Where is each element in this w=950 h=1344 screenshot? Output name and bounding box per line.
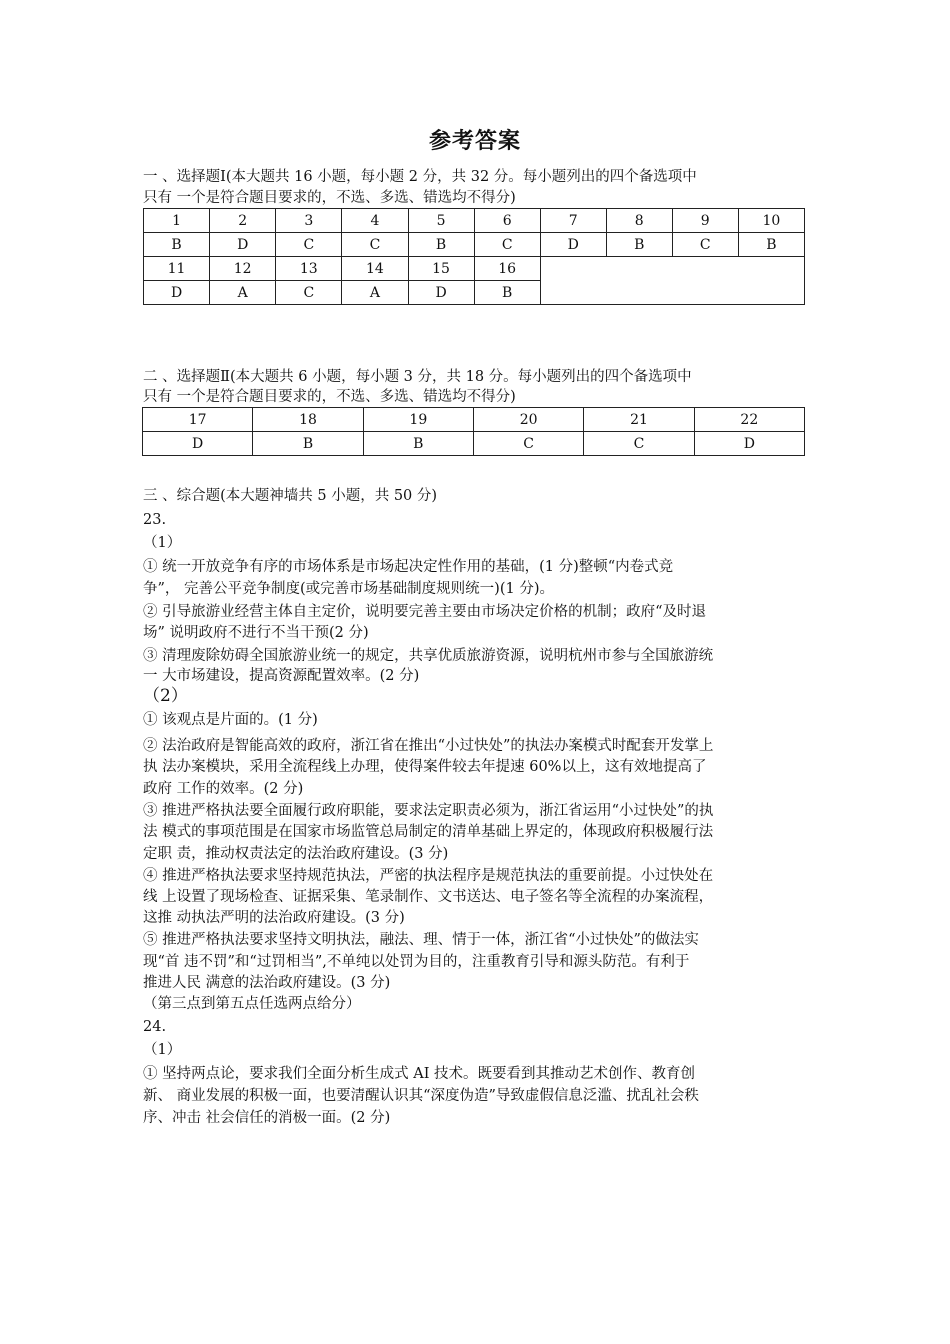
question-number-24: 24. (143, 1019, 167, 1035)
question-number: 10 (738, 209, 804, 233)
answer-cell: B (474, 281, 540, 305)
answer-cell: C (473, 432, 583, 456)
empty-cell (540, 257, 804, 305)
answer-line: ⑤ 推进严格执法要求坚持文明执法，融法、理、情于一体，浙江省“小过快处”的做法实 (143, 932, 699, 948)
answer-cell: B (253, 432, 363, 456)
table-row (144, 209, 805, 233)
answer-cell: D (210, 233, 276, 257)
answer-line: ② 引导旅游业经营主体自主定价，说明要完善主要由市场决定价格的机制；政府“及时退 (143, 604, 707, 620)
answer-cell: C (276, 281, 342, 305)
grading-note: （第三点到第五点任选两点给分） (143, 996, 361, 1012)
answer-cell: B (606, 233, 672, 257)
answer-line: 推进人民 满意的法治政府建设。(3 分) (143, 975, 391, 991)
answer-line: ② 法治政府是智能高效的政府，浙江省在推出“小过快处”的执法办案模式时配套开发掌上 (143, 738, 714, 754)
question-number: 16 (474, 257, 540, 281)
answer-line: 现“首 违不罚”和“过罚相当”,不单纯以处罚为目的，注重教育引导和源头防范。有利于 (143, 954, 690, 970)
answer-cell: D (408, 281, 474, 305)
question-number: 9 (672, 209, 738, 233)
section1-heading-line1: 一 、选择题Ⅰ(本大题共 16 小题，每小题 2 分，共 32 分。每小题列出的四个备选项中 (143, 169, 697, 185)
question-number: 4 (342, 209, 408, 233)
section3-heading: 三 、综合题(本大题神墙共 5 小题，共 50 分) (143, 488, 438, 504)
subquestion-label: （2） (143, 686, 188, 706)
answer-cell: D (144, 281, 210, 305)
answer-line: ④ 推进严格执法要求坚持规范执法，严密的执法程序是规范执法的重要前提。小过快处在 (143, 868, 714, 884)
answer-cell: B (738, 233, 804, 257)
answer-line: 政府 工作的效率。(2 分) (143, 781, 304, 797)
answer-cell: A (342, 281, 408, 305)
answer-line: ① 统一开放竞争有序的市场体系是市场起决定性作用的基础，(1 分)整顿“内卷式竞 (143, 559, 674, 575)
section1-answer-table (143, 208, 805, 305)
question-number: 1 (144, 209, 210, 233)
question-number: 22 (694, 408, 804, 432)
answer-cell: C (276, 233, 342, 257)
question-number-23: 23. (143, 512, 167, 528)
answer-cell: B (144, 233, 210, 257)
answer-line: ③ 推进严格执法要全面履行政府职能，要求法定职责必须为，浙江省运用“小过快处”的执 (143, 803, 714, 819)
question-number: 2 (210, 209, 276, 233)
question-number: 14 (342, 257, 408, 281)
answer-line: 法 模式的事项范围是在国家市场监管总局制定的清单基础上界定的，体现政府积极履行法 (143, 824, 714, 840)
answer-cell: D (540, 233, 606, 257)
question-number: 5 (408, 209, 474, 233)
answer-line: 一 大市场建设，提高资源配置效率。(2 分) (143, 668, 420, 684)
question-number: 21 (584, 408, 694, 432)
answer-line: 场” 说明政府不进行不当干预(2 分) (143, 625, 369, 641)
answer-cell: D (143, 432, 253, 456)
answer-cell: C (474, 233, 540, 257)
answer-line: ① 坚持两点论，要求我们全面分析生成式 AI 技术。既要看到其推动艺术创作、教育创 (143, 1066, 696, 1082)
answer-cell: C (342, 233, 408, 257)
answer-line: 这推 动执法严明的法治政府建设。(3 分) (143, 910, 405, 926)
table-row (143, 408, 805, 432)
section2-heading-line1: 二 、选择题Ⅱ(本大题共 6 小题，每小题 3 分，共 18 分。每小题列出的四个备选项中 (143, 369, 692, 385)
answer-cell: C (672, 233, 738, 257)
question-number: 11 (144, 257, 210, 281)
question-number: 15 (408, 257, 474, 281)
question-number: 18 (253, 408, 363, 432)
answer-line: 线 上设置了现场检查、证据采集、笔录制作、文书送达、电子签名等全流程的办案流程， (143, 889, 714, 905)
question-number: 13 (276, 257, 342, 281)
table-row (144, 233, 805, 257)
answer-line: 执 法办案模块，采用全流程线上办理，使得案件较去年提速 60%以上，这有效地提高了 (143, 759, 707, 775)
question-number: 3 (276, 209, 342, 233)
section2-answer-table (142, 407, 805, 456)
question-number: 8 (606, 209, 672, 233)
question-number: 17 (143, 408, 253, 432)
answer-cell: A (210, 281, 276, 305)
question-number: 20 (473, 408, 583, 432)
answer-line: 定职 责，推动权责法定的法治政府建设。(3 分) (143, 846, 449, 862)
answer-cell: B (363, 432, 473, 456)
question-number: 6 (474, 209, 540, 233)
subquestion-label: （1） (143, 535, 182, 551)
answer-cell: B (408, 233, 474, 257)
answer-line: ① 该观点是片面的。(1 分) (143, 712, 318, 728)
table-row (144, 257, 805, 281)
page-title: 参考答案 (428, 129, 521, 154)
answer-cell: C (584, 432, 694, 456)
question-number: 7 (540, 209, 606, 233)
answer-line: 序、冲击 社会信任的消极一面。(2 分) (143, 1110, 391, 1126)
answer-line: ③ 清理废除妨碍全国旅游业统一的规定，共享优质旅游资源，说明杭州市参与全国旅游统 (143, 648, 714, 664)
answer-cell: D (694, 432, 804, 456)
table-row (143, 432, 805, 456)
answer-line: 新、 商业发展的积极一面，也要清醒认识其“深度伪造”导致虚假信息泛滥、扰乱社会秩 (143, 1088, 699, 1104)
answer-line: 争”， 完善公平竞争制度(或完善市场基础制度规则统一)(1 分)。 (143, 581, 554, 597)
section1-heading-line2: 只有 一个是符合题目要求的，不选、多选、错选均不得分) (143, 190, 516, 206)
question-number: 19 (363, 408, 473, 432)
section2-heading-line2: 只有 一个是符合题目要求的，不选、多选、错选均不得分) (143, 389, 516, 405)
question-number: 12 (210, 257, 276, 281)
subquestion-label: （1） (143, 1042, 182, 1058)
